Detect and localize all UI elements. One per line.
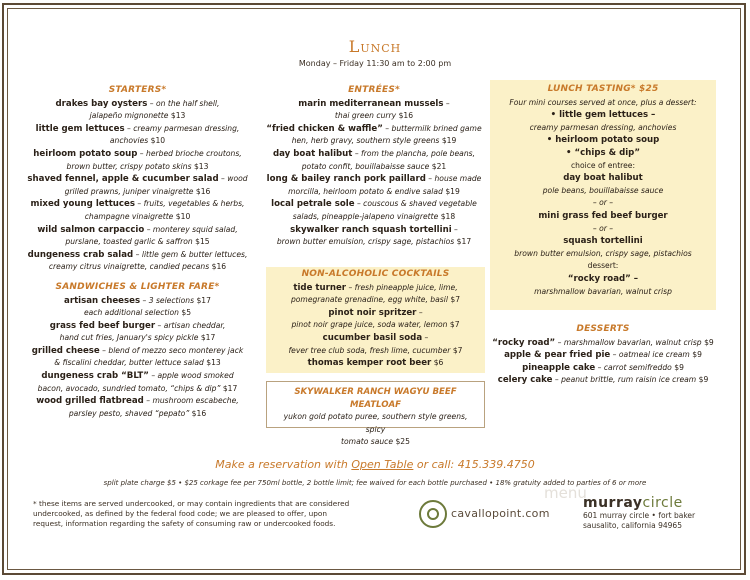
- middle-column: [258, 84, 490, 249]
- entree-item-desc: couscous & shaved vegetable: [363, 199, 477, 209]
- starters-heading: STARTERS*: [108, 85, 167, 95]
- cocktail-item-sep: –: [346, 282, 355, 292]
- dessert-item-price: $9: [692, 350, 702, 360]
- entree-item: [258, 123, 490, 148]
- entree-item-price: $18: [440, 211, 456, 221]
- dessert-item: [484, 349, 722, 362]
- entree-item-sep: –: [425, 174, 435, 184]
- tasting-entree-1: day boat halibut: [563, 173, 643, 184]
- dessert-item-sep: –: [552, 375, 562, 385]
- desserts-list: [484, 337, 722, 387]
- cocktails-panel: [266, 267, 485, 373]
- starter-item-sep: –: [124, 123, 134, 133]
- murray-logo-part1: murray: [583, 495, 643, 511]
- tasting-panel: [490, 80, 716, 310]
- cocktail-item-desc2: fever tree club soda, fresh lime, cucumber: [288, 345, 451, 355]
- tasting-course-1: • little gem lettuces –: [550, 110, 656, 121]
- sandwich-item-desc2: & fiscalini cheddar, butter lettuce salad: [54, 358, 204, 368]
- starter-item-price: $16: [211, 262, 227, 272]
- starter-item-name: wild salmon carpaccio: [37, 224, 145, 235]
- reservation-phone: 415.339.4750: [457, 458, 535, 471]
- fees-line: split plate charge $5 • $25 corkage fee per 750ml bottle, 2 bottle limit; fee waived for each bottle purchased • 18% gratuity added to parties of 6 or more: [103, 479, 647, 487]
- starter-item: [20, 148, 255, 173]
- cocktail-item-price: $7: [450, 295, 461, 305]
- starter-item-sep: –: [147, 98, 156, 108]
- entree-item-desc2: salads, pineapple-jalapeno vinaigrette: [292, 211, 439, 221]
- sandwiches-list: [20, 295, 255, 421]
- sandwich-item-sep: –: [140, 295, 149, 305]
- meatloaf-desc1: yukon gold potato puree, southern style greens, spicy: [283, 412, 468, 434]
- sandwich-item-desc: blend of mezzo seco monterey jack: [108, 345, 244, 355]
- cavallo-circle-icon: [419, 500, 447, 528]
- sandwich-item-name: grass fed beef burger: [49, 320, 156, 331]
- starter-item-desc: little gem & butter lettuces,: [141, 249, 248, 259]
- reservation-suffix: or call:: [413, 458, 458, 471]
- meatloaf-desc2: tomato sauce: [341, 437, 394, 447]
- cocktails-heading: NON-ALCOHOLIC COCKTAILS: [301, 269, 450, 279]
- entree-item-name: day boat halibut: [272, 148, 353, 159]
- meatloaf-box: [266, 381, 485, 447]
- sandwich-item: [20, 395, 255, 420]
- desserts-heading: DESSERTS: [576, 324, 630, 334]
- sandwich-item-price: $17: [196, 295, 211, 305]
- sandwich-item-desc: mushroom escabeche,: [152, 396, 239, 406]
- dessert-item-price: $9: [704, 337, 714, 347]
- starter-item: [20, 123, 255, 148]
- tasting-heading: LUNCH TASTING* $25: [547, 84, 659, 94]
- tasting-dessert: “rocky road” –: [567, 273, 639, 284]
- sandwich-item-name: artisan cheeses: [64, 295, 141, 306]
- hours: Monday – Friday 11:30 am to 2:00 pm: [298, 59, 452, 68]
- desserts-column: [484, 323, 722, 387]
- starter-item-name: dungeness crab salad: [27, 249, 134, 260]
- cocktails-list: [266, 282, 485, 370]
- entree-item-desc: house made: [434, 174, 482, 184]
- cocktail-item-desc2: pomegranate grenadine, egg white, basil: [290, 295, 448, 305]
- starter-item: [20, 173, 255, 198]
- left-column: [20, 84, 255, 420]
- tasting-entree-3-desc: brown butter emulsion, crispy sage, pistachios: [514, 248, 692, 258]
- sandwich-item-price: $13: [206, 358, 221, 368]
- address-line-1: 601 murray circle • fort baker: [583, 511, 696, 520]
- reservation-prefix: Make a reservation with: [215, 458, 352, 471]
- cavallo-point-logo: [419, 499, 579, 533]
- starter-item-desc2: creamy citrus vinaigrette, candied pecans: [48, 262, 210, 272]
- entree-item-sep: –: [352, 148, 362, 158]
- starter-item-desc: herbed brioche croutons,: [146, 148, 242, 158]
- sandwiches-heading: SANDWICHES & LIGHTER FARE*: [55, 281, 220, 292]
- open-table-link[interactable]: Open Table: [351, 458, 414, 471]
- entree-item-price: $21: [431, 161, 447, 171]
- starters-list: [20, 98, 255, 274]
- starter-item: [20, 98, 255, 123]
- entree-item-desc: buttermilk brined game: [391, 123, 482, 133]
- tasting-or-2: – or –: [592, 223, 614, 233]
- starter-item-price: $16: [195, 186, 211, 196]
- entree-item-price: $17: [456, 237, 472, 247]
- entree-item-desc2: thai green curry: [334, 111, 397, 121]
- entree-item-name: “fried chicken & waffle”: [266, 123, 383, 134]
- dessert-item-name: celery cake: [497, 375, 553, 386]
- starter-item-desc2: brown butter, crispy potato skins: [66, 161, 192, 171]
- sandwich-item-desc2: each additional selection: [83, 308, 179, 318]
- sandwich-item-desc2: hand cut fries, January's spicy pickle: [59, 333, 199, 343]
- reservation-line: [0, 458, 750, 471]
- murray-circle-logo: [583, 495, 733, 531]
- cavallo-logo-text: cavallopoint.com: [451, 507, 550, 520]
- sandwich-item-sep: –: [148, 371, 158, 381]
- starter-item-name: shaved fennel, apple & cucumber salad: [27, 174, 219, 185]
- cocktail-item: [266, 307, 485, 332]
- sandwich-item-desc: apple wood smoked: [157, 371, 234, 381]
- starter-item-price: $13: [170, 111, 186, 121]
- meatloaf-heading: SKYWALKER RANCH WAGYU BEEF MEATLOAF: [294, 387, 457, 410]
- starter-item-price: $10: [150, 136, 166, 146]
- entree-item-desc2: morcilla, heirloom potato & endive salad: [288, 186, 443, 196]
- cocktail-item: [266, 357, 485, 370]
- entree-item-sep: –: [451, 224, 458, 234]
- entree-item-sep: –: [443, 98, 450, 108]
- starter-item-sep: –: [144, 224, 153, 234]
- entree-item-desc2: brown butter emulsion, crispy sage, pistachios: [276, 237, 455, 247]
- sandwich-item-name: wood grilled flatbread: [36, 396, 144, 407]
- dessert-item-sep: –: [555, 337, 564, 347]
- tasting-course-2: • heirloom potato soup: [546, 135, 660, 146]
- starter-item-sep: –: [137, 148, 147, 158]
- starter-item: [20, 224, 255, 249]
- tasting-entree-3: squash tortellini: [563, 236, 643, 247]
- starter-item-name: little gem lettuces: [35, 123, 125, 134]
- tasting-course-1-desc: creamy parmesan dressing, anchovies: [529, 122, 677, 132]
- cocktail-item: [266, 282, 485, 307]
- entree-item-price: $16: [398, 111, 414, 121]
- sandwich-item-name: grilled cheese: [31, 345, 100, 356]
- starter-item-desc2: champagne vinaigrette: [84, 211, 174, 221]
- sandwich-item-price: $16: [191, 408, 207, 418]
- entree-item: [258, 173, 490, 198]
- tasting-intro: Four mini courses served at once, plus a dessert:: [509, 97, 697, 107]
- entree-item: [258, 148, 490, 173]
- cocktail-item-name: cucumber basil soda: [322, 332, 423, 343]
- entree-item-name: marin mediterranean mussels: [298, 98, 444, 109]
- starter-item-name: drakes bay oysters: [55, 98, 148, 109]
- murray-logo-part2: circle: [642, 495, 683, 511]
- meatloaf-price: $25: [395, 437, 410, 447]
- watermark: menu: [544, 484, 587, 502]
- sandwich-item-sep: –: [143, 396, 153, 406]
- starter-item-desc2: grilled prawns, juniper vinaigrette: [64, 186, 194, 196]
- starter-item-name: mixed young lettuces: [30, 199, 135, 210]
- tasting-entree-1-desc: pole beans, bouillabaisse sauce: [542, 185, 664, 195]
- entree-item-desc2: hen, herb gravy, southern style greens: [291, 136, 440, 146]
- sandwich-item-name: dungeness crab “BLT”: [41, 371, 149, 382]
- entree-item-sep: –: [382, 123, 392, 133]
- dessert-item-name: apple & pear fried pie: [504, 350, 611, 361]
- starter-item-price: $15: [195, 237, 210, 247]
- dessert-item-name: pineapple cake: [522, 362, 596, 373]
- starter-item-desc2: anchovies: [109, 136, 149, 146]
- food-safety-footnote: * these items are served undercooked, or may contain ingredients that are considered undercooked, as defined by the federal food code; we are pleased to offer, upon request, information regarding the safety of consuming raw or undercooked foods.: [33, 499, 350, 528]
- tasting-or-1: – or –: [592, 198, 614, 208]
- starter-item-sep: –: [218, 174, 228, 184]
- entrees-list: [258, 98, 490, 249]
- dessert-item-price: $9: [674, 362, 684, 372]
- dessert-item-desc: oatmeal ice cream: [618, 350, 690, 360]
- starter-item-sep: –: [133, 249, 142, 259]
- dessert-item: [484, 374, 722, 387]
- cocktail-item-price: $7: [449, 320, 460, 330]
- cocktail-item-sep: –: [416, 307, 423, 317]
- starter-item-desc: on the half shell,: [155, 98, 220, 108]
- starter-item-desc: wood: [227, 174, 248, 184]
- dessert-item-sep: –: [595, 362, 604, 372]
- starter-item: [20, 249, 255, 274]
- starter-item-desc: fruits, vegetables & herbs,: [143, 199, 245, 209]
- cocktail-item-name: pinot noir spritzer: [328, 307, 417, 318]
- cocktail-item-name: thomas kemper root beer: [307, 358, 432, 369]
- sandwich-item-desc2: parsley pesto, shaved “pepato”: [68, 408, 190, 418]
- starter-item-sep: –: [134, 199, 144, 209]
- starter-item-price: $10: [175, 211, 191, 221]
- sandwich-item: [20, 320, 255, 345]
- dessert-item-name: “rocky road”: [492, 337, 556, 348]
- entree-item-desc2: potato confit, bouillabaisse sauce: [301, 161, 430, 171]
- entree-item-price: $19: [441, 136, 457, 146]
- sandwich-item: [20, 295, 255, 320]
- starter-item-desc2: jalapeño mignonette: [89, 111, 169, 121]
- tasting-entree-2: mini grass fed beef burger: [538, 210, 668, 221]
- starter-item: [20, 198, 255, 223]
- sandwich-item-desc2: bacon, avocado, sundried tomato, “chips & dip”: [37, 383, 221, 393]
- entrees-heading: ENTRÉES*: [348, 85, 400, 95]
- sandwich-item-sep: –: [155, 320, 164, 330]
- tasting-course-3: • “chips & dip”: [566, 147, 640, 158]
- sandwich-item-desc: 3 selections: [148, 295, 195, 305]
- entree-item-sep: –: [354, 199, 364, 209]
- sandwich-item-desc: artisan cheddar,: [163, 320, 226, 330]
- dessert-item: [484, 337, 722, 350]
- entree-item-name: long & bailey ranch pork paillard: [266, 174, 426, 185]
- cocktail-item-name: tide turner: [293, 282, 347, 293]
- cocktail-item-desc: fresh pineapple juice, lime,: [354, 282, 458, 292]
- starter-item-price: $13: [193, 161, 209, 171]
- sandwich-item: [20, 345, 255, 370]
- dessert-item-price: $9: [698, 375, 709, 385]
- dessert-item-sep: –: [610, 350, 619, 360]
- entree-item-desc: from the plancha, pole beans,: [361, 148, 476, 158]
- tasting-dessert-desc: marshmallow bavarian, walnut crisp: [534, 286, 672, 296]
- dessert-item-desc: marshmallow bavarian, walnut crisp: [563, 337, 702, 347]
- dessert-item-desc: carrot semifreddo: [603, 362, 672, 372]
- entree-item: [258, 224, 490, 249]
- tasting-choice-label: choice of entree:: [570, 160, 636, 170]
- starter-item-desc: creamy parmesan dressing,: [133, 123, 240, 133]
- sandwich-item-sep: –: [99, 345, 109, 355]
- sandwich-item-price: $17: [200, 333, 216, 343]
- dessert-item-desc: peanut brittle, rum raisin ice cream: [561, 375, 697, 385]
- entree-item: [258, 98, 490, 123]
- tasting-column: [490, 83, 716, 298]
- dessert-item: [484, 362, 722, 375]
- entree-item-name: local petrale sole: [271, 199, 355, 210]
- starter-item-desc: monterey squid salad,: [152, 224, 238, 234]
- entree-item: [258, 198, 490, 223]
- sandwich-item: [20, 370, 255, 395]
- page-title: Lunch: [348, 37, 402, 56]
- cocktail-item-price: $6: [433, 358, 444, 368]
- entree-item-price: $19: [445, 186, 460, 196]
- tasting-dessert-label: dessert:: [587, 261, 619, 271]
- cocktail-item-price: $7: [452, 345, 463, 355]
- entree-item-name: skywalker ranch squash tortellini: [290, 224, 452, 235]
- starter-item-name: heirloom potato soup: [33, 148, 138, 159]
- address-line-2: sausalito, california 94965: [583, 521, 682, 530]
- sandwich-item-price: $17: [222, 383, 238, 393]
- sandwich-item-price2: $5: [181, 308, 192, 318]
- cocktail-item-desc2: pinot noir grape juice, soda water, lemon: [291, 320, 448, 330]
- starter-item-desc2: purslane, toasted garlic & saffron: [65, 237, 193, 247]
- cocktail-item-sep: –: [422, 332, 429, 342]
- cocktails-column: [266, 268, 485, 370]
- cocktail-item: [266, 332, 485, 357]
